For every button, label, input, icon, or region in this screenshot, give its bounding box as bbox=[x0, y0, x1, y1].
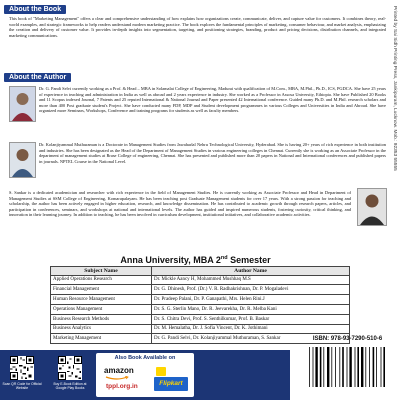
subject-cell: Applied Operations Research bbox=[51, 275, 152, 285]
subject-cell: Human Resource Management bbox=[51, 295, 152, 305]
also-available-title: Also Book Available on bbox=[114, 355, 176, 361]
table-row bbox=[51, 275, 350, 285]
table-row bbox=[51, 304, 350, 314]
isbn-text: ISBN: 978-93-7290-510-6 bbox=[312, 336, 383, 342]
author-photo-2 bbox=[9, 142, 36, 178]
subject-cell: Marketing Management bbox=[51, 334, 152, 344]
author-cell: Dr. M. Hemalatha, Dr. J. Sofia Vincent, Dr. K. Jothimani bbox=[152, 324, 350, 334]
store-link-amazon[interactable]: amazon bbox=[104, 366, 134, 375]
subject-cell: Business Research Methods bbox=[51, 314, 152, 324]
flipkart-bag-icon bbox=[156, 367, 166, 376]
subject-cell: Operations Management bbox=[51, 304, 152, 314]
author-cell: Dr. G. Dhinesh, Prof. (Dr.) V. R. Radhakrishnan, Dr. P. Mogaladevi bbox=[152, 285, 350, 295]
author-cell: Dr. G. Pandi Selvi, Dr. Kolanjiyammal Muthuraman, S. Sankar bbox=[152, 334, 350, 344]
website-qr-label: Scan QR Code for Official Website bbox=[2, 382, 42, 390]
amazon-smile-icon bbox=[105, 376, 129, 380]
about-author-heading: About the Author bbox=[4, 73, 71, 82]
author-cell: Dr. S. Chitra Devi, Prof. S. Senthilkumar, Prof. B. Baskar bbox=[152, 314, 350, 324]
subject-cell: Financial Management bbox=[51, 285, 152, 295]
table-row bbox=[51, 314, 350, 324]
isbn-barcode bbox=[305, 344, 390, 392]
subject-table bbox=[50, 266, 350, 344]
table-header-row bbox=[51, 267, 350, 276]
author-column-header: Author Name bbox=[152, 267, 350, 276]
author-bio-1: Dr. G. Pandi Selvi currently working as a Prof. & Head – MBA in Solamalai College of Engineering, Madurai with qualification of M.Com., MBA, M.Phil., Ph.D., ICS, PGDCA. She have 25 years of experience in teaching and administration in India as well as abroad and 2 years experience in industry. She worked as a Professor in Assosa University, Ethiopia. She have Published 20 Books and 11 Scopus indexed Journal, 7 Patents and 25 reputed International & National Journal and Paper presented 42 International conference. Guided many Ph.D. and M.Phil. research scholars and more than 400 Post graduate student's Project. She have conducted many FDP, MDP and Student development programmes in various Colleges and Universities in India and Abroad. She have organized more Seminars, Workshops, Conference and training programs for students as well as faculty members. bbox=[39, 86, 386, 114]
author-photo-3 bbox=[357, 188, 387, 226]
ebook-qr-code[interactable] bbox=[58, 356, 82, 380]
syllabus-title: Anna University, MBA 2nd Semester bbox=[120, 255, 271, 265]
author-bio-3: S. Sankar is a dedicated academician and researcher with rich experience in the field of Management Studies. He is currently working as Associate Professor and Head in Department of Management Studies at SSM College of Engineering, Komarapalayam. He has been teaching post Graduate Management students for over 17 years. With a strong passion for teaching and scholarship, the author has been actively engaged in higher education, research, and knowledge dissemination. He has contributed to academic growth through research papers, articles, and participation in conferences, seminars, and workshops at national and international levels. The author has guided and inspired numerous students, fostering curiosity, critical thinking, and innovation in their learning journey. In addition to teaching, he has been involved in curriculum development, institutional initiatives, and collaborative academic activities. bbox=[9, 190, 351, 218]
ebook-qr-label: Buy E-Book Edition at Google Play Books bbox=[53, 382, 87, 390]
author-cell: Dr. Mickle Aancy H, Mohammed Mushhaq M.S bbox=[152, 275, 350, 285]
store-link-flipkart[interactable]: Flipkart bbox=[154, 377, 188, 391]
subject-column-header: Subject Name bbox=[51, 267, 152, 276]
author-photo-1 bbox=[9, 86, 36, 122]
about-book-text: This book of "Marketing Management" offers a clear and comprehensive understanding of how explains how organizations create, communicate, deliver, and capture value for customers. It combines theory, real-world examples, and strategic frameworks to help readers understand modern marketing practice. The book explores the fundamental principles of marketing, consumer behaviour, and market analysis, emphasizing the creation and delivery of customer value. It provides in-depth insights into segmentation, targeting, and positioning strategies, branding, product and pricing decisions, distribution channels, and integrated marketing communications. bbox=[9, 16, 386, 38]
store-link-tppl[interactable]: tppl.org.in bbox=[106, 383, 138, 390]
website-qr-code[interactable] bbox=[10, 356, 34, 380]
subject-cell: Business Analytics bbox=[51, 324, 152, 334]
author-bio-2: Dr. Kolanjiyammal Muthuraman is a Doctorate in Management Studies from Jawaharlal Nehru Technological University, Hyderabad. She is having 20+ years of rich experience in both institution and industries. She has been designated as the Head of the Department of Management Studies in various engineering colleges in Chennai. Currently she is working as an Associate Professor in the department of management studies at Rrase College of engineering, Chennai. She has presented and published more than 20 papers in National and International conferences and published papers in journals. NPTEL Course in the National Level. bbox=[39, 142, 386, 164]
table-row bbox=[51, 324, 350, 334]
table-row bbox=[51, 295, 350, 305]
author-cell: Dr. S. G. Sterlin Mano, Dr. R. Jeevarekha, Dr. R. Melba Kani bbox=[152, 304, 350, 314]
author-cell: Dr. Pradeep Palani, Dr. P. Ganapathi, Mrs. Helen Rini.J bbox=[152, 295, 350, 305]
about-book-heading: About the Book bbox=[4, 5, 66, 14]
printer-credit: Printed by Sai Sidh Printing Press, Jankipuram, Lucknow. Mob.: 92353 55555 bbox=[392, 6, 397, 171]
also-available-box bbox=[96, 353, 194, 397]
table-row bbox=[51, 285, 350, 295]
